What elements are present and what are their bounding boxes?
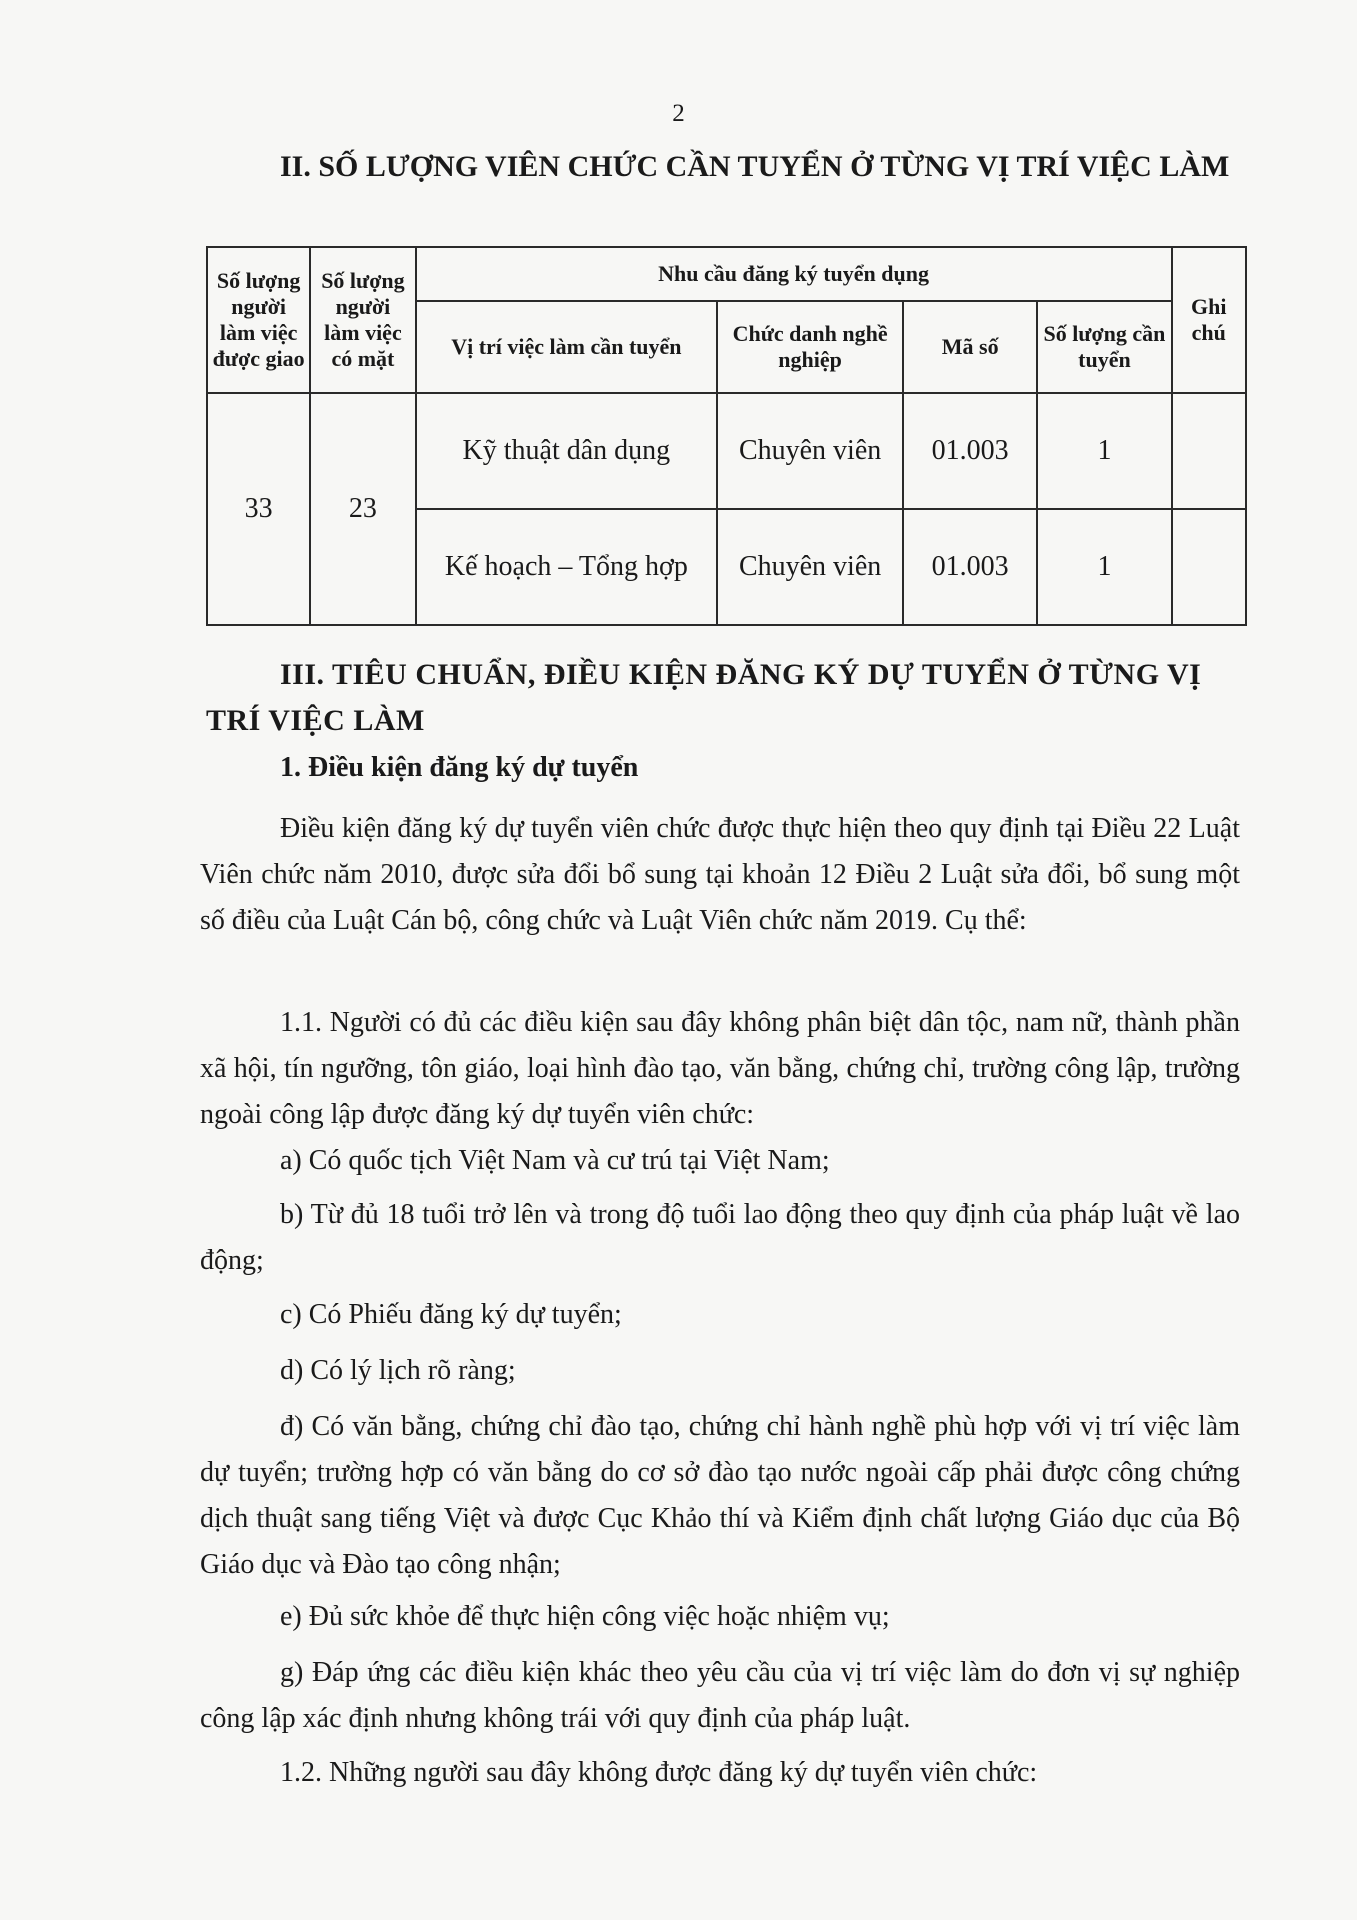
header-assigned: Số lượng người làm việc được giao [207,247,310,393]
item-a: a) Có quốc tịch Việt Nam và cư trú tại Việt Nam; [280,1145,830,1176]
item-d: d) Có lý lịch rõ ràng; [280,1355,516,1386]
code-cell: 01.003 [903,393,1037,509]
header-quantity: Số lượng cần tuyển [1037,301,1171,393]
section-2-title: II. SỐ LƯỢNG VIÊN CHỨC CẦN TUYỂN Ở TỪNG VỊ TRÍ VIỆC LÀM [280,150,1230,183]
recruitment-table [206,246,1247,626]
title-cell: Chuyên viên [717,509,903,625]
note-cell [1172,509,1246,625]
position-cell: Kế hoạch – Tổng hợp [416,509,718,625]
note-cell [1172,393,1246,509]
item-g: g) Đáp ứng các điều kiện khác theo yêu cầu của vị trí việc làm do đơn vị sự nghiệp công lập xác định nhưng không trái với quy định của pháp luật. [200,1657,1240,1734]
page-number: 2 [672,100,685,127]
intro-paragraph: Điều kiện đăng ký dự tuyển viên chức được thực hiện theo quy định tại Điều 22 Luật Viên chức năm 2010, được sửa đổi bổ sung tại khoản 12 Điều 2 Luật sửa đổi, bổ sung một số điều của Luật Cán bộ, công chức và Luật Viên chức năm 2019. Cụ thể: [200,813,1240,936]
paragraph-1-1: 1.1. Người có đủ các điều kiện sau đây không phân biệt dân tộc, nam nữ, thành phần xã hội, tín ngưỡng, tôn giáo, loại hình đào tạo, văn bằng, chứng chỉ, trường công lập, trường ngoài công lập được đăng ký dự tuyển viên chức: [200,1007,1240,1130]
header-position: Vị trí việc làm cần tuyển [416,301,718,393]
item-dd: đ) Có văn bằng, chứng chỉ đào tạo, chứng chỉ hành nghề phù hợp với vị trí việc làm dự tuyển; trường hợp có văn bằng do cơ sở đào tạo nước ngoài cấp phải được công chứng dịch thuật sang tiếng Việt và được Cục Khảo thí và Kiểm định chất lượng Giáo dục của Bộ Giáo dục và Đào tạo công nhận; [200,1411,1240,1580]
assigned-value: 33 [207,393,310,625]
header-code: Mã số [903,301,1037,393]
table-row [207,393,1246,509]
subsection-1-title: 1. Điều kiện đăng ký dự tuyển [280,752,639,783]
item-b: b) Từ đủ 18 tuổi trở lên và trong độ tuổi lao động theo quy định của pháp luật về lao động; [200,1199,1240,1276]
quantity-cell: 1 [1037,509,1171,625]
present-value: 23 [310,393,415,625]
header-demand: Nhu cầu đăng ký tuyển dụng [416,247,1172,301]
item-c: c) Có Phiếu đăng ký dự tuyển; [280,1299,622,1330]
header-title: Chức danh nghề nghiệp [717,301,903,393]
quantity-cell: 1 [1037,393,1171,509]
position-cell: Kỹ thuật dân dụng [416,393,718,509]
header-present: Số lượng người làm việc có mặt [310,247,415,393]
section-3-title: III. TIÊU CHUẨN, ĐIỀU KIỆN ĐĂNG KÝ DỰ TUYỂN Ở TỪNG VỊ TRÍ VIỆC LÀM [206,658,1202,737]
header-note: Ghi chú [1172,247,1246,393]
title-cell: Chuyên viên [717,393,903,509]
paragraph-1-2: 1.2. Những người sau đây không được đăng ký dự tuyển viên chức: [280,1757,1038,1788]
code-cell: 01.003 [903,509,1037,625]
item-e: e) Đủ sức khỏe để thực hiện công việc hoặc nhiệm vụ; [280,1601,890,1632]
